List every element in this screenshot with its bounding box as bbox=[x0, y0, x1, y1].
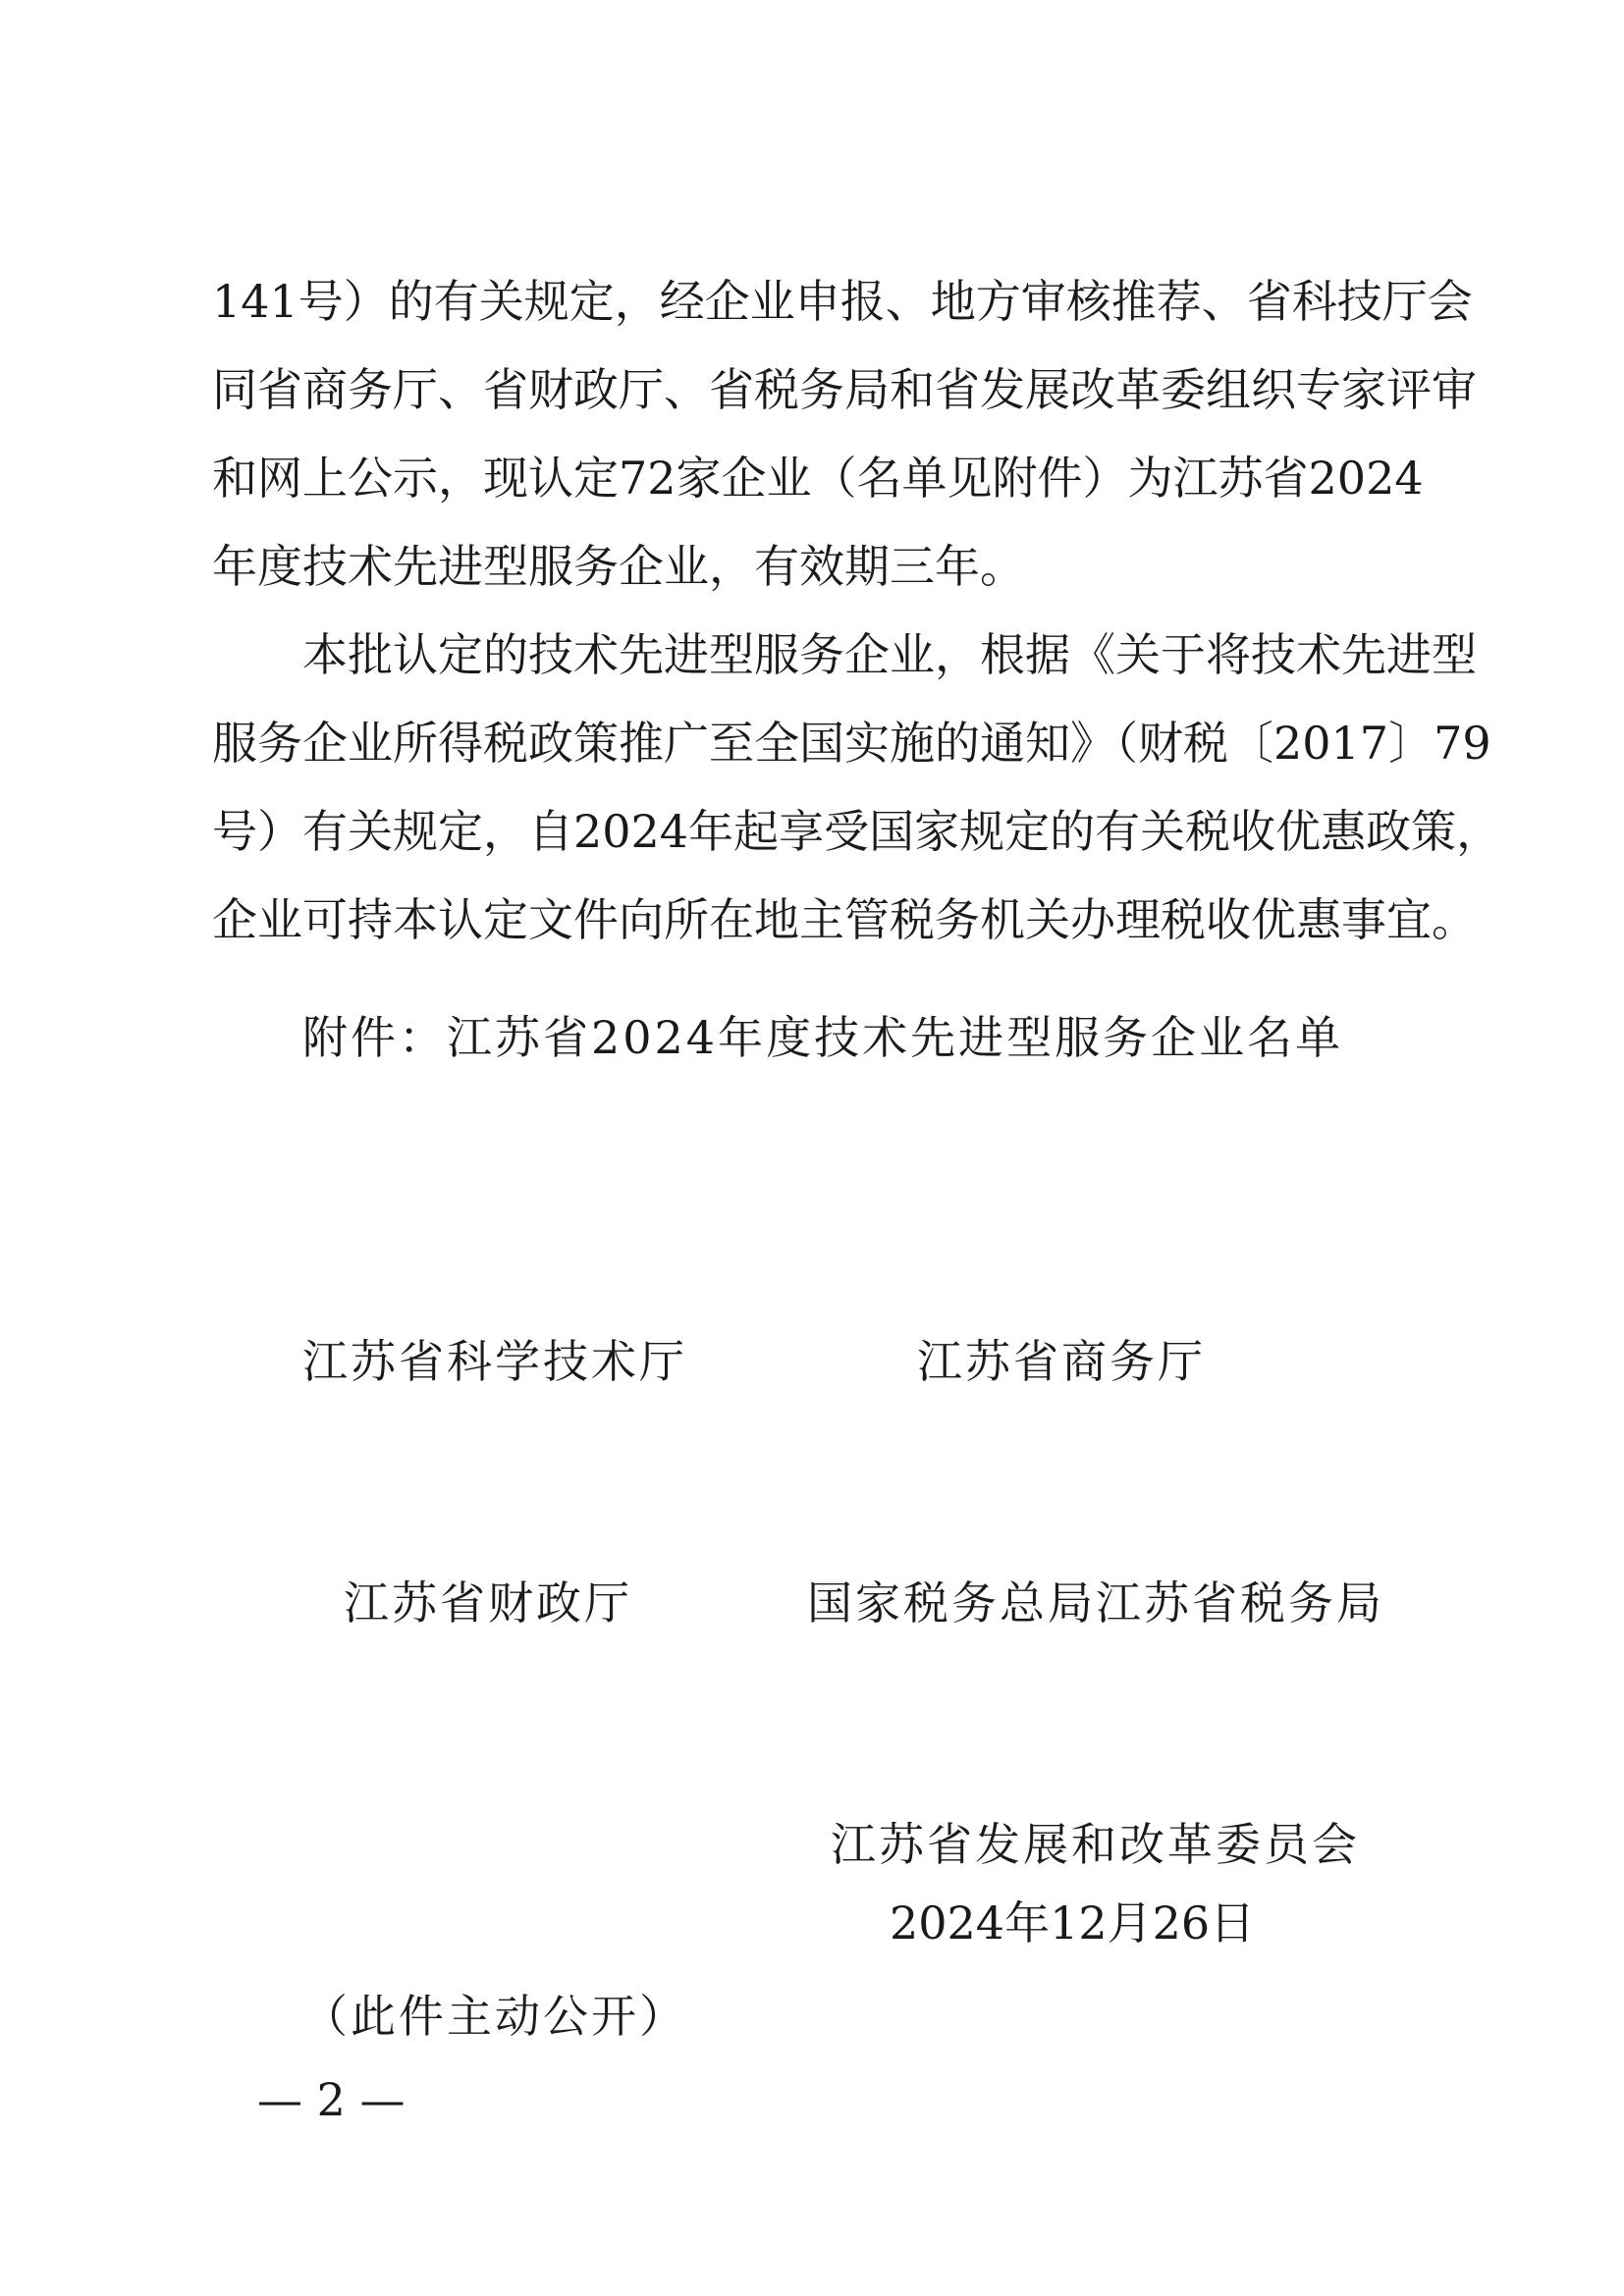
paragraph-line: 和网上公示，现认定72家企业（名单见附件）为江苏省2024 bbox=[212, 452, 1424, 505]
attachment-line: 附件：江苏省2024年度技术先进型服务企业名单 bbox=[302, 1011, 1344, 1064]
paragraph-line: 服务企业所得税政策推广至全国实施的通知》（财税〔2017〕79 bbox=[212, 717, 1491, 770]
paragraph-line: 企业可持本认定文件向所在地主管税务机关办理税收优惠事宜。 bbox=[212, 893, 1477, 946]
signatory-commerce: 江苏省商务厅 bbox=[917, 1335, 1206, 1388]
signatory-finance: 江苏省财政厅 bbox=[344, 1576, 632, 1629]
paragraph-line: 141号）的有关规定，经企业申报、地方审核推荐、省科技厅会 bbox=[212, 275, 1473, 328]
signatory-taxation: 国家税务总局江苏省税务局 bbox=[807, 1576, 1384, 1629]
signatory-development-reform: 江苏省发展和改革委员会 bbox=[831, 1818, 1360, 1871]
paragraph-line: 同省商务厅、省财政厅、省税务局和省发展改革委组织专家评审 bbox=[212, 363, 1477, 416]
paragraph-line: 号）有关规定，自2024年起享受国家规定的有关税收优惠政策， bbox=[212, 805, 1502, 858]
signatory-science-technology: 江苏省科学技术厅 bbox=[302, 1335, 687, 1388]
page-number: — 2 — bbox=[257, 2073, 406, 2126]
disclosure-note: （此件主动公开） bbox=[302, 1990, 687, 2043]
issue-date: 2024年12月26日 bbox=[890, 1896, 1256, 1949]
paragraph-line: 本批认定的技术先进型服务企业，根据《关于将技术先进型 bbox=[302, 628, 1477, 681]
paragraph-line: 年度技术先进型服务企业，有效期三年。 bbox=[212, 540, 1025, 593]
